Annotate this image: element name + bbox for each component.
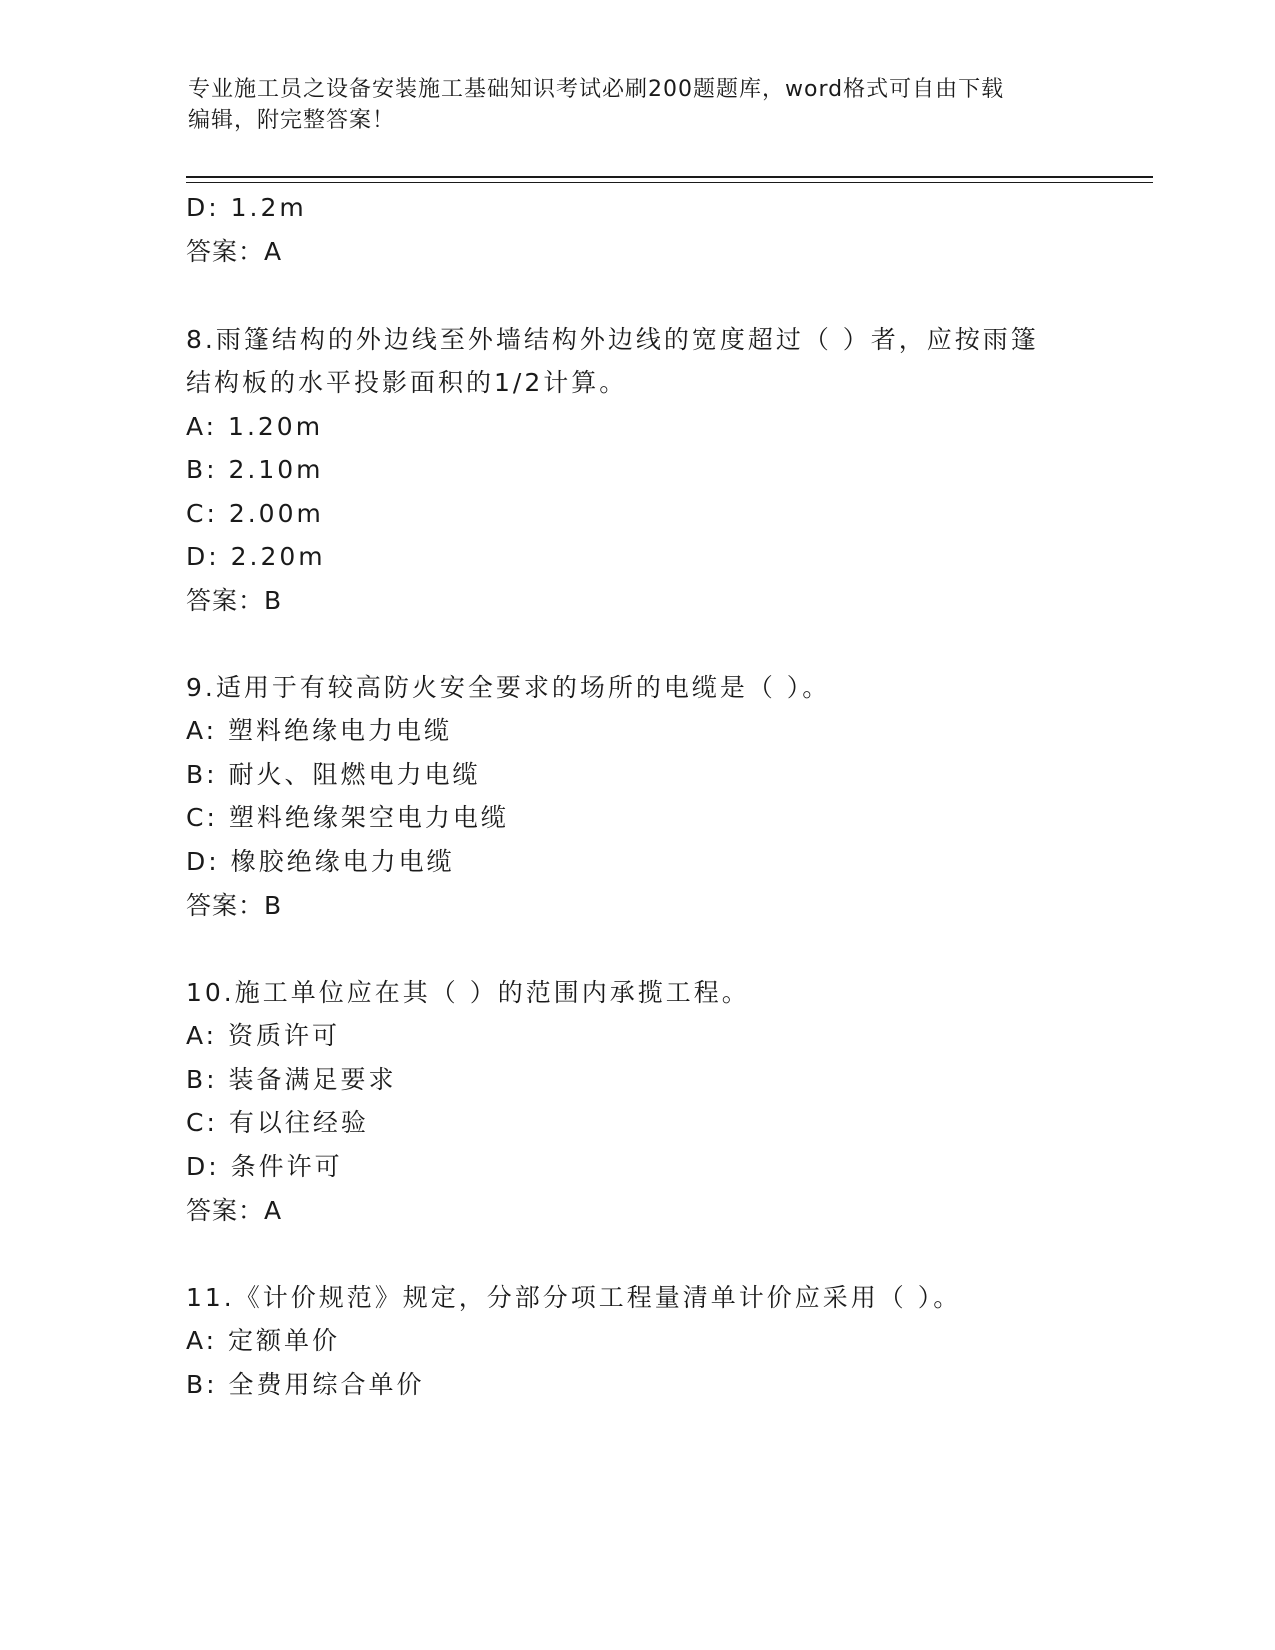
q11-option-b: B: 全费用综合单价	[186, 1370, 425, 1399]
q9-option-a: A: 塑料绝缘电力电缆	[186, 716, 453, 745]
q9-option-b: B: 耐火、阻燃电力电缆	[186, 760, 481, 789]
prev-option-d: D: 1.2m	[186, 193, 307, 222]
header-line-2: 编辑，附完整答案！	[188, 108, 396, 133]
q8-answer: 答案：B	[186, 586, 283, 615]
q8-stem-line-2: 结构板的水平投影面积的1/2计算。	[186, 368, 628, 397]
q8-option-a: A: 1.20m	[186, 412, 324, 441]
header-title	[188, 74, 1088, 136]
q11-stem: 11.《计价规范》规定，分部分项工程量清单计价应采用（ ）。	[186, 1283, 962, 1312]
q9-answer: 答案：B	[186, 891, 283, 920]
header-line-1: 专业施工员之设备安装施工基础知识考试必刷200题题库，word格式可自由下载	[188, 77, 1005, 102]
prev-answer: 答案：A	[186, 237, 283, 266]
q9-stem: 9.适用于有较高防火安全要求的场所的电缆是（ ）。	[186, 673, 831, 702]
q8-option-c: C: 2.00m	[186, 499, 324, 528]
q10-option-c: C: 有以往经验	[186, 1108, 369, 1137]
header-divider-thin	[186, 182, 1153, 183]
q10-option-a: A: 资质许可	[186, 1021, 341, 1050]
q10-stem: 10.施工单位应在其（ ）的范围内承揽工程。	[186, 978, 750, 1007]
q11-option-a: A: 定额单价	[186, 1326, 341, 1355]
q10-option-d: D: 条件许可	[186, 1152, 343, 1181]
q8-option-d: D: 2.20m	[186, 542, 326, 571]
q8-option-b: B: 2.10m	[186, 455, 324, 484]
q10-option-b: B: 装备满足要求	[186, 1065, 397, 1094]
header-divider-thick	[186, 176, 1153, 178]
q8-stem-line-1: 8.雨篷结构的外边线至外墙结构外边线的宽度超过（ ）者，应按雨篷	[186, 325, 1039, 354]
q9-option-d: D: 橡胶绝缘电力电缆	[186, 847, 455, 876]
q10-answer: 答案：A	[186, 1196, 283, 1225]
q9-option-c: C: 塑料绝缘架空电力电缆	[186, 803, 509, 832]
